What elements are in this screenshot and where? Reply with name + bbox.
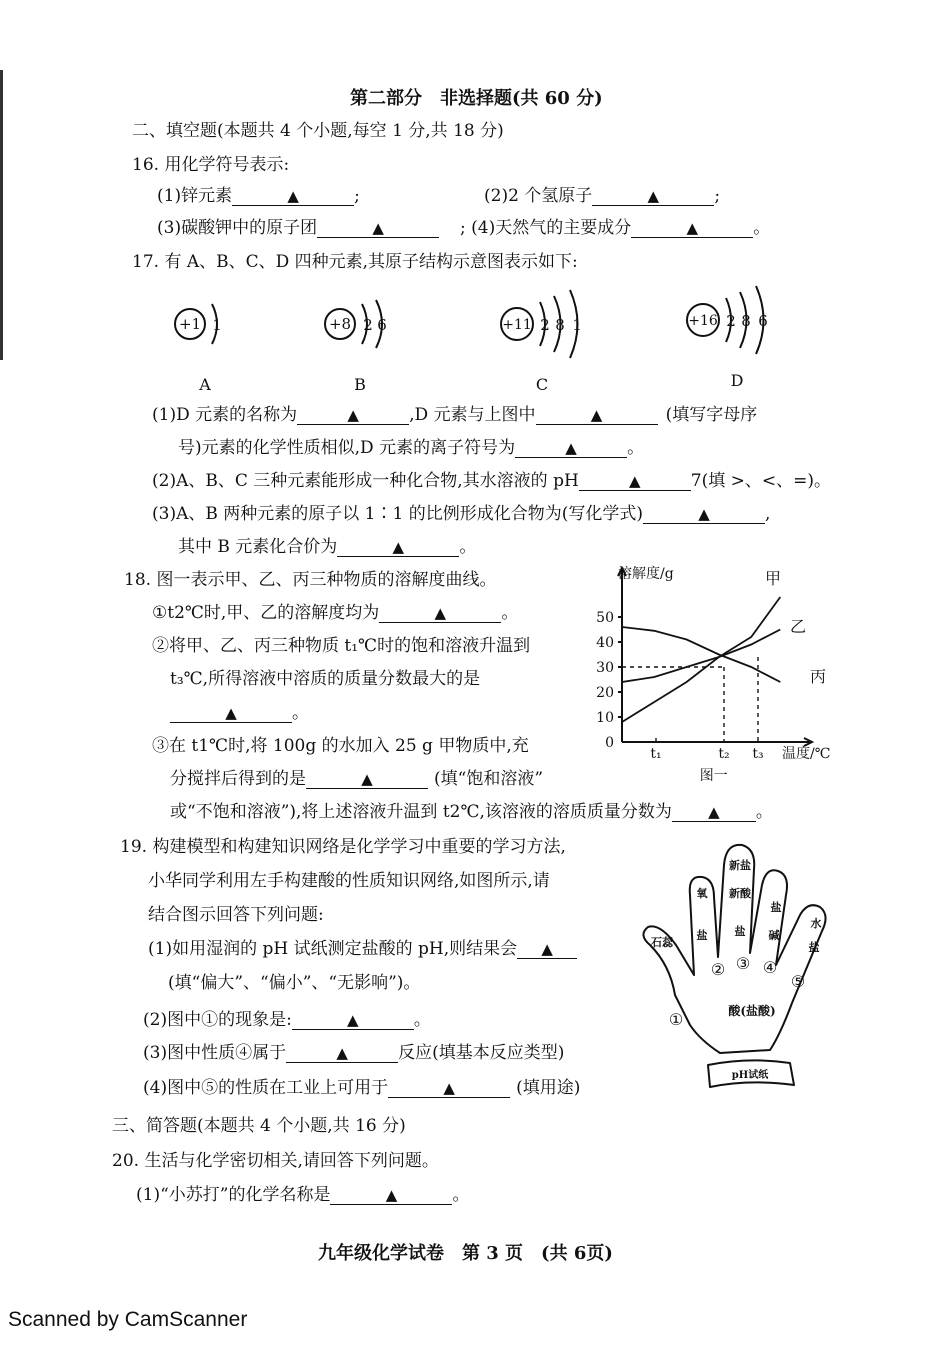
series-label: 乙 xyxy=(790,617,807,636)
q16-item-3-text: (3)碳酸钾中的原子团 xyxy=(157,218,318,238)
atom-label-d: D xyxy=(730,371,744,390)
q16-stem: 16. 用化学符号表示: xyxy=(132,155,290,175)
q18-part-3-cont: 分搅拌后得到的是 ▲ (填“饱和溶液” xyxy=(170,769,544,789)
atomic-structure-diagrams xyxy=(150,282,810,402)
q16-item-1-text: (1)锌元素 xyxy=(157,186,233,206)
answer-blank[interactable]: ▲ xyxy=(631,220,753,238)
nucleus-c: +11 xyxy=(502,317,532,333)
q17-part-2: (2)A、B、C 三种元素能形成一种化合物,其水溶液的 pH ▲ 7(填 >、<、=)。 xyxy=(152,471,831,491)
solubility-chart xyxy=(590,560,850,790)
x-tick-label: t₃ xyxy=(752,746,764,762)
page-footer: 九年级化学试卷 第 3 页 (共 6页) xyxy=(318,1243,613,1264)
svg-text:8: 8 xyxy=(741,312,751,330)
q19-line-2: 小华同学利用左手构建酸的性质知识网络,如图所示,请 xyxy=(148,871,550,891)
answer-blank[interactable]: ▲ xyxy=(330,1187,452,1205)
x-tick-label: t₁ xyxy=(650,746,662,762)
q17-part-3: (3)A、B 两种元素的原子以 1∶1 的比例形成化合物为(写化学式) ▲ , xyxy=(152,504,771,524)
q19-part-4: (4)图中⑤的性质在工业上可用于 ▲ (填用途) xyxy=(143,1078,581,1098)
y-tick-label: 20 xyxy=(596,685,614,701)
answer-blank[interactable]: ▲ xyxy=(337,539,459,557)
y-tick-label: 40 xyxy=(596,635,614,651)
q19-line-3: 结合图示回答下列问题: xyxy=(148,905,324,925)
svg-text:6: 6 xyxy=(377,316,387,334)
svg-text:⑤: ⑤ xyxy=(790,972,806,991)
q17-part-3-cont: 其中 B 元素化合价为 ▲ 。 xyxy=(178,537,477,557)
q18-stem: 18. 图一表示甲、乙、丙三种物质的溶解度曲线。 xyxy=(124,570,497,590)
svg-text:8: 8 xyxy=(555,316,565,334)
chart-caption: 图一 xyxy=(699,768,728,784)
q17-part-1-cont: 号)元素的化学性质相似,D 元素的离子符号为 ▲ 。 xyxy=(178,438,645,458)
svg-text:盐: 盐 xyxy=(770,901,782,914)
atom-label-a: A xyxy=(199,375,211,394)
svg-text:氧: 氧 xyxy=(696,887,708,900)
part-title: 第二部分 非选择题(共 60 分) xyxy=(350,88,603,109)
x-tick-label: t₂ xyxy=(718,746,730,762)
answer-blank[interactable]: ▲ xyxy=(286,1045,398,1063)
atom-label-b: B xyxy=(354,375,366,394)
svg-text:②: ② xyxy=(710,960,726,979)
q16-item-4: ; (4)天然气的主要成分 ▲ 。 xyxy=(460,218,771,238)
thumb-label: 石蕊 xyxy=(651,936,673,949)
section-2-heading: 二、填空题(本题共 4 个小题,每空 1 分,共 18 分) xyxy=(132,121,504,141)
q19-part-1: (1)如用湿润的 pH 试纸测定盐酸的 pH,则结果会 ▲ xyxy=(148,939,577,959)
q18-part-2-answer: ▲ 。 xyxy=(170,703,309,723)
series-label: 甲 xyxy=(765,569,782,588)
q19-part-3: (3)图中性质④属于 ▲ 反应(填基本反应类型) xyxy=(143,1043,565,1063)
answer-blank[interactable]: ▲ xyxy=(579,473,691,491)
answer-blank[interactable]: ▲ xyxy=(515,440,627,458)
q18-part-2: ②将甲、乙、丙三种物质 t₁℃时的饱和溶液升温到 xyxy=(152,636,531,656)
q17-stem: 17. 有 A、B、C、D 四种元素,其原子结构示意图表示如下: xyxy=(132,252,578,272)
answer-blank[interactable]: ▲ xyxy=(672,804,756,822)
q16-item-3 xyxy=(157,218,439,238)
svg-text:盐: 盐 xyxy=(696,929,708,942)
svg-text:盐: 盐 xyxy=(808,941,820,954)
scan-edge-mark xyxy=(0,70,3,360)
q16-item-4-text: ; (4)天然气的主要成分 xyxy=(460,218,632,238)
q18-part-2-cont: t₃℃,所得溶液中溶质的质量分数最大的是 xyxy=(170,669,481,689)
answer-blank[interactable]: ▲ xyxy=(170,705,292,723)
q19-line-1: 19. 构建模型和构建知识网络是化学学习中重要的学习方法, xyxy=(120,837,566,857)
svg-text:新酸: 新酸 xyxy=(729,887,751,900)
svg-text:①: ① xyxy=(668,1010,684,1029)
x-axis-label: 温度/℃ xyxy=(782,746,831,762)
answer-blank[interactable]: ▲ xyxy=(643,506,765,524)
svg-text:盐: 盐 xyxy=(734,925,746,938)
q18-part-3-cont2: 或“不饱和溶液”),将上述溶液升温到 t2℃,该溶液的溶质质量分数为 ▲ 。 xyxy=(170,802,773,822)
nucleus-d: +16 xyxy=(688,313,718,329)
y-tick-label: 0 xyxy=(605,735,614,751)
series-line-3 xyxy=(622,627,780,682)
svg-text:2: 2 xyxy=(363,316,373,334)
scanner-watermark: Scanned by CamScanner xyxy=(8,1308,248,1331)
answer-blank[interactable]: ▲ xyxy=(292,1012,414,1030)
q18-part-1: ①t2℃时,甲、乙的溶解度均为 ▲ 。 xyxy=(152,603,519,623)
q20-stem: 20. 生活与化学密切相关,请回答下列问题。 xyxy=(112,1151,439,1171)
svg-text:水: 水 xyxy=(810,917,822,930)
series-line-2 xyxy=(622,630,780,683)
y-tick-label: 30 xyxy=(596,660,614,676)
svg-text:2: 2 xyxy=(540,316,550,334)
q16-item-2: (2)2 个氢原子 ▲ ; xyxy=(484,186,721,206)
series-line-1 xyxy=(622,597,780,722)
answer-blank[interactable]: ▲ xyxy=(317,220,439,238)
q17-part-1: (1)D 元素的名称为 ▲ ,D 元素与上图中 ▲ (填写字母序 xyxy=(152,405,758,425)
series-label: 丙 xyxy=(810,667,827,686)
q16-item-2-text: (2)2 个氢原子 xyxy=(484,186,593,206)
answer-blank[interactable]: ▲ xyxy=(592,188,714,206)
svg-text:碱: 碱 xyxy=(768,929,780,942)
answer-blank[interactable]: ▲ xyxy=(536,407,658,425)
q16-item-1: (1)锌元素 ▲ ; xyxy=(157,186,360,206)
y-axis-label: 溶解度/g xyxy=(618,566,674,582)
answer-blank[interactable]: ▲ xyxy=(297,407,409,425)
atom-label-c: C xyxy=(535,375,549,394)
palm-label: 酸(盐酸) xyxy=(728,1004,776,1018)
answer-blank[interactable]: ▲ xyxy=(306,771,428,789)
svg-text:2: 2 xyxy=(726,312,736,330)
svg-text:6: 6 xyxy=(758,312,768,330)
acid-properties-hand-diagram xyxy=(630,835,845,1095)
answer-blank[interactable]: ▲ xyxy=(517,941,577,959)
nucleus-a: +1 xyxy=(178,315,202,333)
q18-part-3: ③在 t1℃时,将 100g 的水加入 25 g 甲物质中,充 xyxy=(152,736,529,756)
nucleus-b: +8 xyxy=(328,315,352,333)
svg-text:新盐: 新盐 xyxy=(729,859,751,872)
svg-text:④: ④ xyxy=(762,958,778,977)
answer-blank[interactable]: ▲ xyxy=(232,188,354,206)
q20-part-1: (1)“小苏打”的化学名称是 ▲ 。 xyxy=(136,1185,470,1205)
svg-text:③: ③ xyxy=(735,954,751,973)
y-tick-label: 50 xyxy=(596,610,614,626)
wrist-label: pH试纸 xyxy=(731,1070,769,1081)
svg-text:1: 1 xyxy=(572,316,582,334)
q19-part-1-cont: (填“偏大”、“偏小”、“无影响”)。 xyxy=(168,973,421,993)
y-tick-label: 10 xyxy=(596,710,614,726)
q19-part-2: (2)图中①的现象是: ▲ 。 xyxy=(143,1010,431,1030)
svg-text:1: 1 xyxy=(212,316,222,334)
answer-blank[interactable]: ▲ xyxy=(379,605,501,623)
section-3-heading: 三、简答题(本题共 4 个小题,共 16 分) xyxy=(112,1116,406,1136)
answer-blank[interactable]: ▲ xyxy=(388,1080,510,1098)
